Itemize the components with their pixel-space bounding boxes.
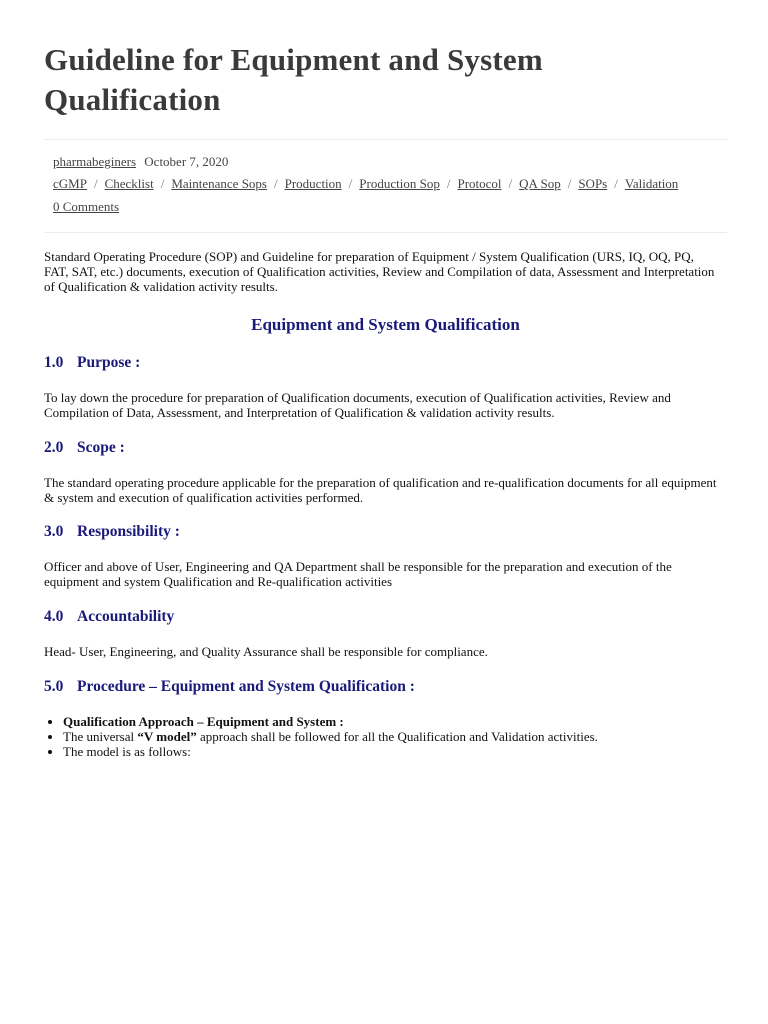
comments-meta bbox=[53, 199, 119, 215]
category-separator: / bbox=[567, 176, 572, 191]
category-link[interactable]: QA Sop bbox=[519, 176, 561, 191]
category-separator: / bbox=[614, 176, 618, 191]
section-heading-purpose bbox=[44, 354, 140, 372]
list-item-text: Qualification Approach – Equipment and System : bbox=[63, 714, 344, 729]
comments-link[interactable]: 0 Comments bbox=[53, 199, 120, 214]
article-title: Guideline for Equipment and System Qualification bbox=[44, 42, 543, 117]
section-title: Accountability bbox=[77, 608, 175, 625]
section-number: 4.0 bbox=[44, 608, 64, 625]
section-title: Purpose : bbox=[77, 354, 141, 371]
section-number: 1.0 bbox=[44, 354, 64, 371]
category-separator: / bbox=[348, 176, 353, 191]
category-link[interactable]: Production bbox=[284, 176, 342, 191]
section-body-scope: The standard operating procedure applicable for the preparation of qualification and re-qualification documents for all equipment & system and execution of qualification activities performed. bbox=[44, 475, 717, 505]
category-link[interactable]: Protocol bbox=[457, 176, 502, 191]
section-number: 5.0 bbox=[44, 678, 64, 695]
section-number: 2.0 bbox=[44, 439, 64, 456]
main-heading: Equipment and System Qualification bbox=[251, 315, 520, 334]
category-separator: / bbox=[160, 176, 165, 191]
post-meta bbox=[53, 154, 228, 170]
list-item bbox=[63, 744, 738, 759]
section-title: Scope : bbox=[77, 439, 125, 456]
section-heading-responsibility bbox=[44, 523, 180, 541]
section-heading-scope bbox=[44, 439, 125, 457]
author-link[interactable]: pharmabeginers bbox=[53, 154, 137, 169]
category-separator: / bbox=[93, 176, 98, 191]
category-link[interactable]: Production Sop bbox=[359, 176, 440, 191]
list-item-text: The universal bbox=[63, 729, 138, 744]
procedure-list bbox=[44, 714, 738, 759]
section-body-accountability: Head- User, Engineering, and Quality Assurance shall be responsible for compliance. bbox=[44, 644, 488, 659]
category-link[interactable]: SOPs bbox=[578, 176, 608, 191]
v-model-term: “V model” bbox=[137, 729, 197, 744]
list-item bbox=[63, 729, 738, 744]
intro-paragraph: Standard Operating Procedure (SOP) and Guideline for preparation of Equipment / System Qualification (URS, IQ, OQ, PQ, FAT, SAT, etc.) documents, execution of Qualification activities, Review and Compilation of data, Assessment and Interpretation of Qualification & validation activity results. bbox=[44, 249, 715, 294]
section-body-purpose: To lay down the procedure for preparation of Qualification documents, execution of Qualification activities, Review and Compilation of Data, Assessment, and Interpretation of Qualification & validation activity results. bbox=[44, 390, 671, 420]
list-item-text: The model is as follows: bbox=[63, 744, 191, 759]
category-separator: / bbox=[508, 176, 513, 191]
category-link[interactable]: cGMP bbox=[53, 176, 87, 191]
section-body-responsibility: Officer and above of User, Engineering and QA Department shall be responsible for the preparation and execution of the equipment and system Qualification and Re-qualification activities bbox=[44, 559, 672, 589]
section-heading-accountability bbox=[44, 608, 174, 626]
section-title: Procedure – Equipment and System Qualification : bbox=[77, 678, 415, 695]
list-item bbox=[63, 714, 738, 729]
category-link[interactable]: Checklist bbox=[104, 176, 154, 191]
list-item-text: approach shall be followed for all the Qualification and Validation activities. bbox=[196, 729, 598, 744]
divider-bottom bbox=[44, 232, 727, 233]
category-separator: / bbox=[273, 176, 278, 191]
category-link[interactable]: Validation bbox=[624, 176, 679, 191]
category-separator: / bbox=[446, 176, 451, 191]
category-list bbox=[53, 176, 678, 192]
section-number: 3.0 bbox=[44, 523, 64, 540]
category-link[interactable]: Maintenance Sops bbox=[171, 176, 267, 191]
section-title: Responsibility : bbox=[77, 523, 180, 540]
divider-top bbox=[44, 139, 727, 140]
section-heading-procedure bbox=[44, 678, 415, 696]
post-date: October 7, 2020 bbox=[144, 154, 229, 169]
